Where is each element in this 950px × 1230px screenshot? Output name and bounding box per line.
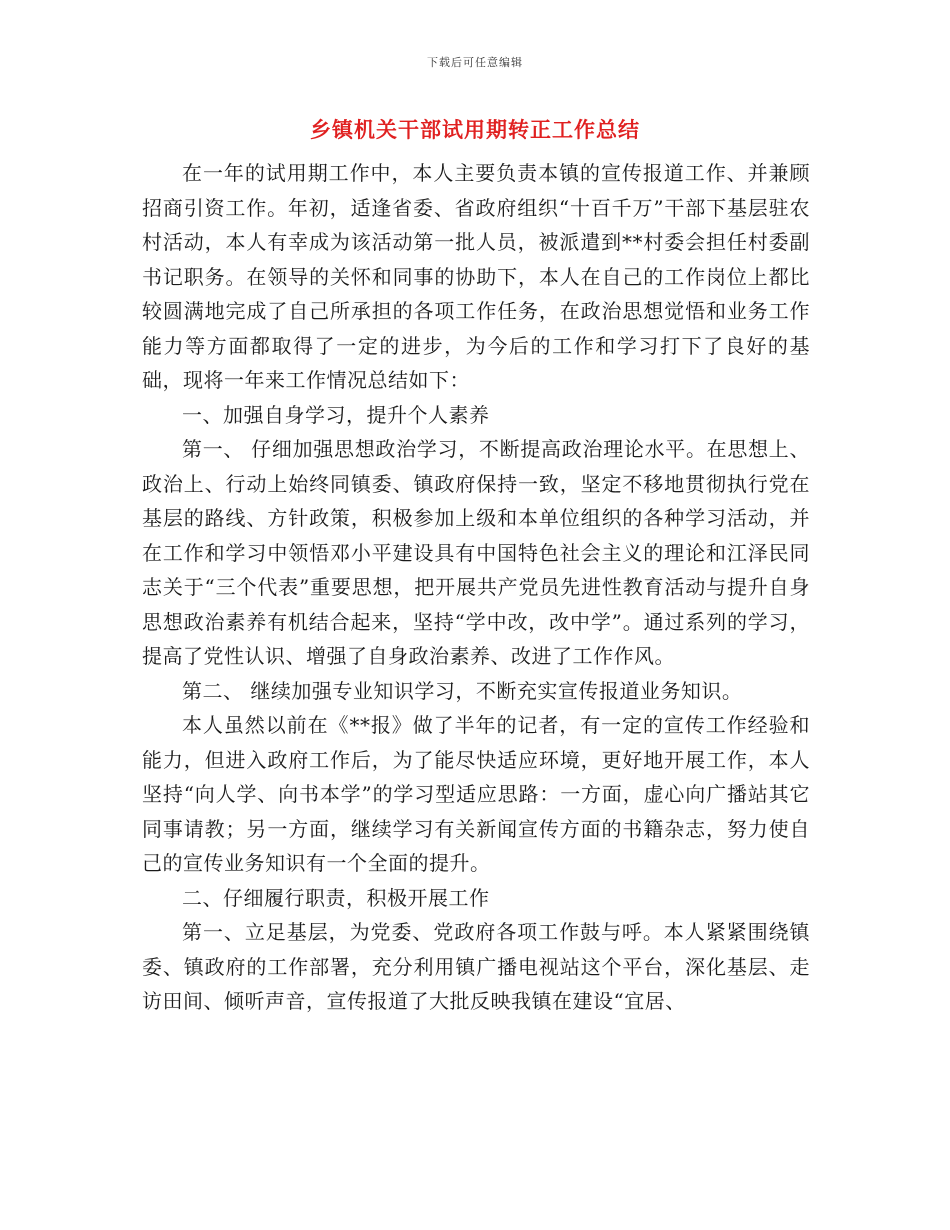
body-paragraph: 第一、 仔细加强思想政治学习，不断提高政治理论水平。在思想上、政治上、行动上始终同镇委、镇政府保持一致，坚定不移地贯彻执行党在基层的路线、方针政策，积极参加上级和本单位组织的各种学习活动，并在工作和学习中领悟邓小平建设具有中国特色社会主义的理论和江泽民同志关于“三个代表”重要思想，把开展共产党员先进性教育活动与提升自身思想政治素养有机结合起来，坚持“学中改，改中学”。通过系列的学习，提高了党性认识、增强了自身政治素养、改进了工作作风。	[142, 437, 810, 668]
page-header-note: 下载后可任意编辑	[427, 56, 523, 69]
intro-paragraph: 在一年的试用期工作中，本人主要负责本镇的宣传报道工作、并兼顾招商引资工作。年初，适逢省委、省政府组织“十百千万”干部下基层驻农村活动，本人有幸成为该活动第一批人员，被派遣到**村委会担任村委副书记职务。在领导的关怀和同事的协助下，本人在自己的工作岗位上都比较圆满地完成了自己所承担的各项工作任务，在政治思想觉悟和业务工作能力等方面都取得了一定的进步，为今后的工作和学习打下了良好的基础，现将一年来工作情况总结如下：	[142, 161, 810, 392]
section-heading-2: 二、仔细履行职责，积极开展工作	[182, 885, 490, 910]
body-paragraph: 本人虽然以前在《**报》做了半年的记者，有一定的宣传工作经验和能力，但进入政府工作后，为了能尽快适应环境，更好地开展工作，本人坚持“向人学、向书本学”的学习型适应思路：一方面，虚心向广播站其它同事请教；另一方面，继续学习有关新闻宣传方面的书籍杂志，努力使自己的宣传业务知识有一个全面的提升。	[142, 713, 810, 875]
subheading-paragraph: 第二、 继续加强专业知识学习，不断充实宣传报道业务知识。	[182, 678, 743, 703]
document-body	[142, 156, 810, 1019]
section-heading-1: 一、加强自身学习，提升个人素养	[182, 402, 490, 427]
body-paragraph: 第一、立足基层，为党委、党政府各项工作鼓与呼。本人紧紧围绕镇委、镇政府的工作部署，充分利用镇广播电视站这个平台，深化基层、走访田间、倾听声音，宣传报道了大批反映我镇在建设“宜居、	[142, 920, 810, 1013]
document-title: 乡镇机关干部试用期转正工作总结	[310, 117, 640, 142]
